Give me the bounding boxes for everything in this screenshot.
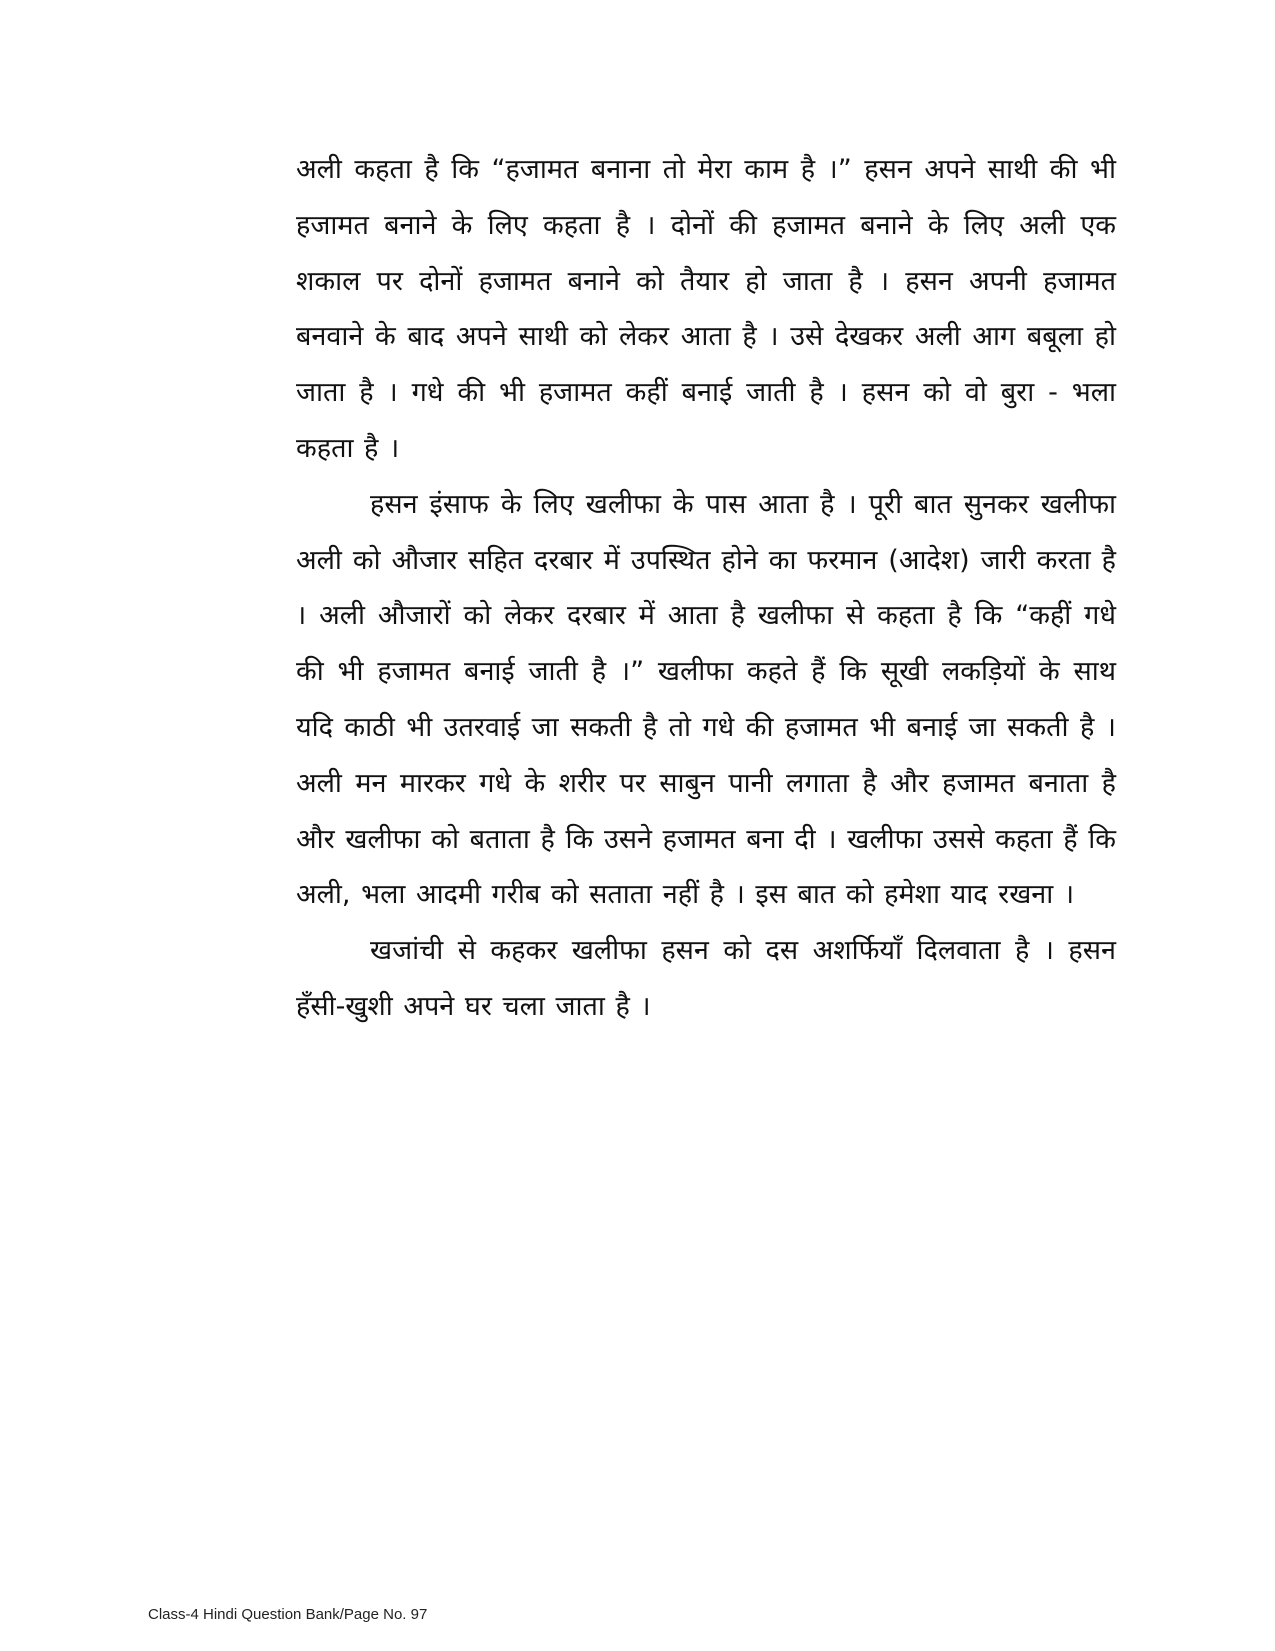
paragraph-1: अली कहता है कि “हजामत बनाना तो मेरा काम है ।” हसन अपने साथी की भी हजामत बनाने के लिए कहता है । दोनों की हजामत बनाने के लिए अली एक शकाल पर दोनों हजामत बनाने को तैयार हो जाता है । हसन अपनी हजामत बनवाने के बाद अपने साथी को लेकर आता है । उसे देखकर अली आग बबूला हो जाता है । गधे की भी हजामत कहीं बनाई जाती है । हसन को वो बुरा - भला कहता है । bbox=[296, 154, 1116, 464]
page-body bbox=[296, 142, 1116, 1035]
paragraph-3: खजांची से कहकर खलीफा हसन को दस अशर्फियाँ दिलवाता है । हसन हँसी-खुशी अपने घर चला जाता है । bbox=[296, 935, 1116, 1022]
page-footer: Class-4 Hindi Question Bank/Page No. 97 bbox=[148, 1606, 428, 1623]
paragraph-2: हसन इंसाफ के लिए खलीफा के पास आता है । पूरी बात सुनकर खलीफा अली को औजार सहित दरबार में उपस्थित होने का फरमान (आदेश) जारी करता है । अली औजारों को लेकर दरबार में आता है खलीफा से कहता है कि “कहीं गधे की भी हजामत बनाई जाती है ।” खलीफा कहते हैं कि सूखी लकड़ियों के साथ यदि काठी भी उतरवाई जा सकती है तो गधे की हजामत भी बनाई जा सकती है । अली मन मारकर गधे के शरीर पर साबुन पानी लगाता है और हजामत बनाता है और खलीफा को बताता है कि उसने हजामत बना दी । खलीफा उससे कहता हैं कि अली, भला आदमी गरीब को सताता नहीं है । इस बात को हमेशा याद रखना । bbox=[296, 488, 1116, 911]
